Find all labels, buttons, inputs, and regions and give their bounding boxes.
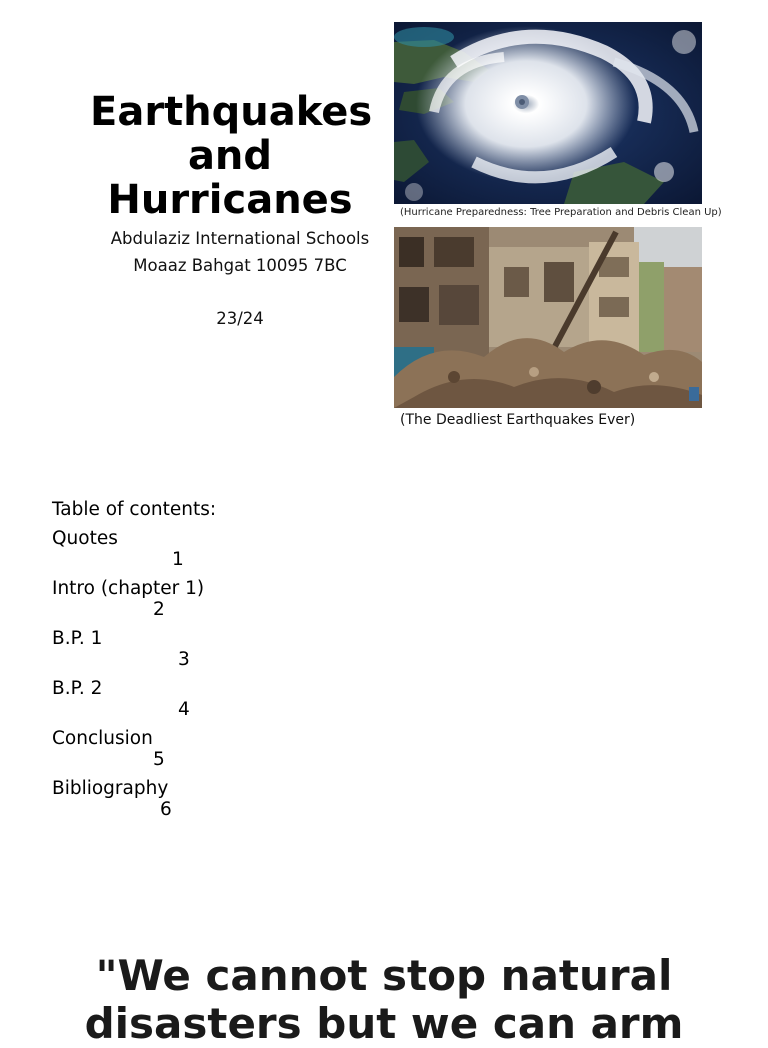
toc-entry-page: 5 (153, 749, 165, 770)
hurricane-satellite-picture (394, 22, 702, 204)
toc-entry-page: 3 (178, 649, 190, 670)
page-title: Earthquakes and Hurricanes (90, 89, 373, 223)
earthquake-image-caption: (The Deadliest Earthquakes Ever) (400, 412, 636, 428)
table-of-contents (52, 499, 372, 828)
hurricane-image (394, 22, 702, 204)
toc-entry-label: B.P. 1 (52, 628, 103, 649)
school-name: Abdulaziz International Schools (110, 229, 370, 248)
toc-entry (52, 628, 372, 678)
toc-entry-page: 1 (172, 549, 184, 570)
toc-entry (52, 728, 372, 778)
toc-entry-page: 2 (153, 599, 165, 620)
earthquake-image (394, 227, 702, 408)
toc-entry-label: Bibliography (52, 778, 169, 799)
quote-heading: "We cannot stop natural disasters but we can arm (84, 951, 684, 1048)
toc-entry-label: Intro (chapter 1) (52, 578, 205, 599)
toc-entry-label: B.P. 2 (52, 678, 103, 699)
toc-entry-label: Quotes (52, 528, 118, 549)
hurricane-image-caption: (Hurricane Preparedness: Tree Preparation and Debris Clean Up) (400, 207, 722, 218)
toc-heading: Table of contents: (52, 499, 217, 520)
toc-entry (52, 778, 372, 828)
toc-entry-page: 4 (178, 699, 190, 720)
toc-entry-page: 6 (160, 799, 172, 820)
student-info: Moaaz Bahgat 10095 7BC (133, 256, 347, 275)
toc-entry-label: Conclusion (52, 728, 153, 749)
earthquake-rubble-picture (394, 227, 702, 408)
toc-entry (52, 528, 372, 578)
toc-entry (52, 578, 372, 628)
toc-entry (52, 678, 372, 728)
school-year: 23/24 (216, 309, 264, 328)
